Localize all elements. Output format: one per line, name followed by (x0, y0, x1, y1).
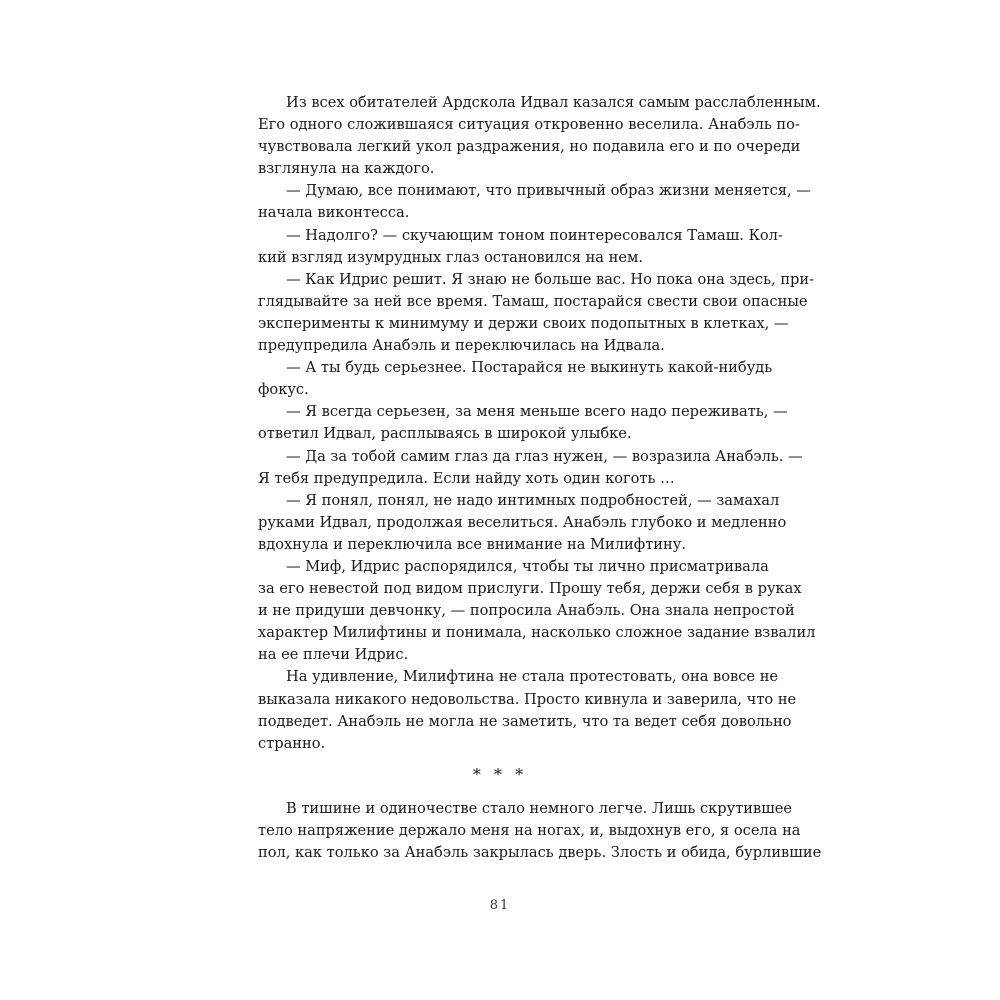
main-text (258, 92, 821, 755)
text-line: за его невестой под видом прислуги. Прошу тебя, держи себя в руках (258, 580, 802, 598)
text-line: — Да за тобой самим глаз да глаз нужен, — возразила Анабэль. — (286, 447, 803, 465)
text-line: руками Идвал, продолжая веселиться. Анабэль глубоко и медленно (258, 513, 787, 531)
text-line: — Я понял, понял, не надо интимных подробностей, — замахал (286, 491, 780, 509)
text-line: ответил Идвал, расплываясь в широкой улыбке. (258, 425, 632, 443)
text-line: — Как Идрис решит. Я знаю не больше вас. Но пока она здесь, при- (286, 270, 815, 288)
text-line: странно. (258, 734, 326, 752)
text-line: глядывайте за ней все время. Тамаш, постарайся свести свои опасные (258, 292, 808, 310)
text-line: выказала никакого недовольства. Просто кивнула и заверила, что не (258, 690, 797, 708)
text-line: фокус. (258, 381, 309, 399)
text-line: подведет. Анабэль не могла не заметить, что та ведет себя довольно (258, 712, 792, 730)
text-line: — Надолго? — скучающим тоном поинтересовался Тамаш. Кол- (286, 226, 783, 244)
text-line: Его одного сложившаяся ситуация откровенно веселила. Анабэль по- (258, 116, 800, 134)
text-line: чувствовала легкий укол раздражения, но подавила его и по очереди (258, 138, 801, 156)
text-line: начала виконтесса. (258, 204, 410, 222)
text-line: и не придуши девчонку, — попросила Анабэль. Она знала непростой (258, 602, 795, 620)
text-line: На удивление, Милифтина не стала протестовать, она вовсе не (286, 668, 779, 686)
text-line: — Миф, Идрис распорядился, чтобы ты лично присматривала (286, 557, 769, 575)
section-separator: * * * (472, 765, 528, 784)
text-line: эксперименты к минимуму и держи своих подопытных в клетках, — (258, 314, 789, 332)
text-line: Из всех обитателей Ардскола Идвал казался самым расслабленным. (286, 94, 821, 111)
text-line: В тишине и одиночестве стало немного легче. Лишь скрутившее (286, 800, 793, 817)
text-line: на ее плечи Идрис. (258, 646, 409, 664)
text-line: Я тебя предупредила. Если найду хоть один коготь … (258, 469, 675, 487)
text-line: тело напряжение держало меня на ногах, и, выдохнув его, я осела на (258, 822, 801, 840)
continuation-text (258, 798, 822, 864)
text-line: взглянула на каждого. (258, 160, 435, 178)
text-line: — А ты будь серьезнее. Постарайся не выкинуть какой-нибудь (286, 359, 773, 377)
text-line: — Думаю, все понимают, что привычный образ жизни меняется, — (286, 182, 811, 200)
text-line: пол, как только за Анабэль закрылась дверь. Злость и обида, бурлившие (258, 844, 822, 862)
text-line: кий взгляд изумрудных глаз остановился на нем. (258, 248, 644, 266)
text-line: характер Милифтины и понимала, насколько сложное задание взвалил (258, 624, 816, 642)
text-line: предупредила Анабэль и переключилась на Идвала. (258, 337, 665, 355)
page-number: 81 (489, 898, 511, 913)
text-line: — Я всегда серьезен, за меня меньше всего надо переживать, — (286, 403, 788, 421)
text-line: вдохнула и переключила все внимание на Милифтину. (258, 535, 686, 553)
